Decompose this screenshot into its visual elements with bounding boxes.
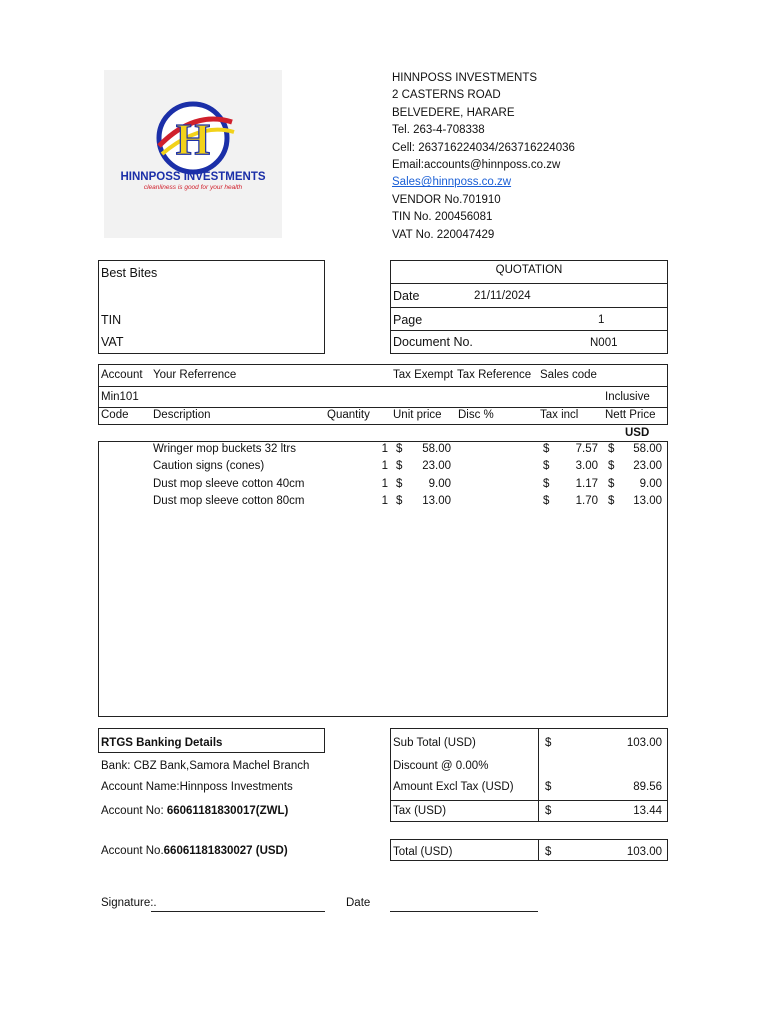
col-unit-price: Unit price: [393, 409, 442, 421]
tax-exempt-label: Tax Exempt: [393, 369, 454, 381]
excl-tax-currency: $: [545, 781, 552, 793]
item-unit-price: 9.00: [428, 478, 451, 490]
company-address: [392, 70, 575, 244]
item-qty: 1: [381, 460, 388, 472]
quote-page-value: 1: [598, 314, 605, 326]
logo-emblem-icon: [104, 70, 282, 238]
account-no-usd: 66061181830027 (USD): [163, 845, 288, 857]
quote-doc-label: Document No.: [393, 335, 473, 349]
signature-date-label: Date: [346, 897, 371, 909]
item-nett: 58.00: [633, 443, 662, 455]
excl-tax-value: 89.56: [633, 781, 662, 793]
item-tax-currency: $: [543, 443, 550, 455]
tax-ref-label: Tax Reference: [457, 369, 532, 381]
item-unit-currency: $: [396, 443, 403, 455]
bank-account-no-zwl: [101, 805, 288, 817]
item-qty: 1: [381, 443, 388, 455]
item-tax-currency: $: [543, 478, 550, 490]
sales-email-link[interactable]: Sales@hinnposs.co.zw: [392, 176, 512, 189]
your-ref-label: Your Referrence: [153, 369, 237, 381]
company-tel: Tel. 263-4-708338: [392, 124, 485, 137]
item-tax-currency: $: [543, 495, 550, 507]
quote-page-label: Page: [393, 313, 423, 327]
item-nett: 13.00: [633, 495, 662, 507]
logo-tagline: cleanliness is good for your health: [143, 184, 243, 191]
customer-vat-label: VAT: [101, 335, 124, 349]
subtotal-currency: $: [545, 737, 552, 749]
col-disc: Disc %: [458, 409, 494, 421]
bank-account-name: Account Name:Hinnposs Investments: [101, 781, 293, 793]
item-description: Dust mop sleeve cotton 80cm: [153, 495, 305, 507]
quotation-title: QUOTATION: [495, 264, 563, 276]
item-unit-currency: $: [396, 478, 403, 490]
item-nett-currency: $: [608, 443, 615, 455]
bank-account-no-usd: [101, 845, 288, 857]
tax-label: Tax (USD): [393, 805, 447, 817]
col-currency: USD: [625, 427, 650, 439]
col-description: Description: [153, 409, 211, 421]
item-description: Wringer mop buckets 32 ltrs: [153, 443, 296, 455]
total-value: 103.00: [626, 846, 662, 858]
tax-value: 13.44: [633, 805, 662, 817]
total-currency: $: [545, 846, 552, 858]
item-nett-currency: $: [608, 495, 615, 507]
quote-date-value: 21/11/2024: [474, 290, 531, 302]
company-email: Email:accounts@hinnposs.co.zw: [392, 158, 561, 171]
tax-currency: $: [545, 805, 552, 817]
logo-company-name: HINNPOSS INVESTMENTS: [120, 171, 266, 183]
item-nett-currency: $: [608, 478, 615, 490]
quote-doc-value: N001: [590, 337, 618, 349]
col-code: Code: [101, 409, 129, 421]
item-description: Caution signs (cones): [153, 460, 265, 472]
tin-number: TIN No. 200456081: [392, 211, 493, 224]
customer-name: Best Bites: [101, 266, 158, 280]
account-no-usd-label: Account No.: [101, 845, 164, 857]
address-street: 2 CASTERNS ROAD: [392, 89, 501, 102]
item-nett-currency: $: [608, 460, 615, 472]
item-tax: 7.57: [575, 443, 598, 455]
col-tax-incl: Tax incl: [540, 409, 579, 421]
company-name: HINNPOSS INVESTMENTS: [392, 72, 538, 84]
col-nett-price: Nett Price: [605, 409, 656, 421]
account-value: Min101: [101, 391, 139, 403]
discount-label: Discount @ 0.00%: [393, 760, 489, 772]
item-unit-price: 13.00: [422, 495, 451, 507]
item-description: Dust mop sleeve cotton 40cm: [153, 478, 305, 490]
signature-line[interactable]: [151, 911, 325, 912]
inclusive-label: Inclusive: [605, 391, 650, 403]
total-label: Total (USD): [393, 846, 453, 858]
excl-tax-label: Amount Excl Tax (USD): [393, 781, 514, 793]
account-no-zwl: 66061181830017(ZWL): [166, 805, 289, 817]
item-unit-price: 23.00: [422, 460, 451, 472]
item-unit-price: 58.00: [422, 443, 451, 455]
signature-date-line[interactable]: [390, 911, 538, 912]
item-qty: 1: [381, 495, 388, 507]
account-no-label: Account No:: [101, 805, 167, 817]
company-cell: Cell: 263716224034/263716224036: [392, 141, 575, 154]
signature-label: Signature:.: [101, 897, 157, 909]
item-unit-currency: $: [396, 495, 403, 507]
item-nett: 9.00: [639, 478, 662, 490]
bank-name: Bank: CBZ Bank,Samora Machel Branch: [101, 760, 310, 772]
banking-title: RTGS Banking Details: [101, 737, 223, 749]
account-label: Account: [101, 369, 143, 381]
subtotal-label: Sub Total (USD): [393, 737, 476, 749]
customer-tin-label: TIN: [101, 313, 122, 327]
item-tax: 3.00: [575, 460, 598, 472]
quote-date-label: Date: [393, 289, 420, 303]
item-qty: 1: [381, 478, 388, 490]
address-city: BELVEDERE, HARARE: [392, 106, 515, 119]
item-unit-currency: $: [396, 460, 403, 472]
item-nett: 23.00: [633, 460, 662, 472]
vat-number: VAT No. 220047429: [392, 228, 495, 241]
item-tax-currency: $: [543, 460, 550, 472]
company-logo: [104, 70, 282, 238]
item-tax: 1.17: [575, 478, 598, 490]
subtotal-value: 103.00: [626, 737, 662, 749]
item-tax: 1.70: [575, 495, 598, 507]
svg-text:H: H: [175, 115, 211, 164]
vendor-number: VENDOR No.701910: [392, 193, 501, 206]
sales-code-label: Sales code: [540, 369, 597, 381]
col-quantity: Quantity: [327, 409, 370, 421]
